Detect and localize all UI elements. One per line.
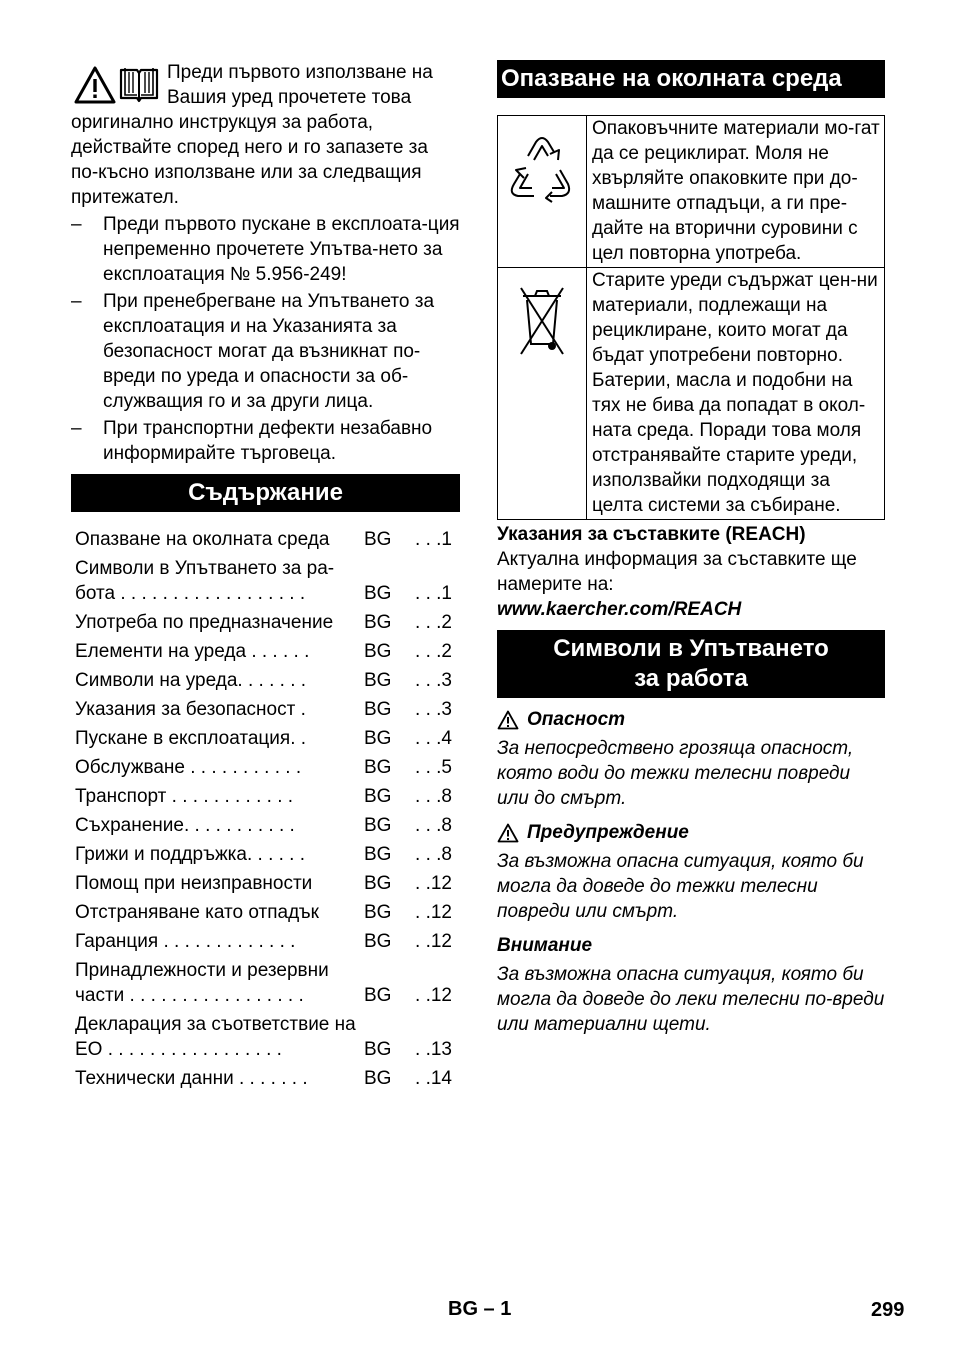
- right-column: [497, 60, 885, 1037]
- toc-entry-lang: BG: [364, 902, 392, 923]
- toc-entry-title: Помощ при неизправности: [75, 873, 313, 894]
- toc-entry-lang: BG: [364, 699, 392, 720]
- reach-title: Указания за съставките (REACH): [497, 524, 806, 545]
- intro-text: Преди първото използване на Вашия уред прочетете това оригинално инструкцуя за работа, действайте според него и го запазете за по-късно използване или за следващия притежател.: [71, 62, 433, 208]
- warning-triangle-icon: [497, 710, 519, 730]
- toc-entry-page: . . .1: [415, 583, 452, 604]
- dash-marker: –: [71, 291, 82, 312]
- toc-entry-lang: BG: [364, 815, 392, 836]
- toc-entry-page: . . .2: [415, 612, 452, 633]
- toc-entry[interactable]: [71, 638, 460, 665]
- toc-entry-lang: BG: [364, 641, 392, 662]
- toc-entry-title: Символи в Упътването за ра-бота . . . . . . . . . . . . . . . . . .: [75, 558, 335, 604]
- toc-entry[interactable]: [71, 667, 460, 694]
- toc-entry-title: Гаранция . . . . . . . . . . . . .: [75, 931, 296, 952]
- toc-entry-page: . . .2: [415, 641, 452, 662]
- intro-bullets: [71, 212, 460, 466]
- toc-entry-lang: BG: [364, 728, 392, 749]
- toc-entry-page: . .12: [415, 873, 452, 894]
- page-number: 299: [871, 1299, 905, 1321]
- reach-text: Актуална информация за съставките ще намерите на:: [497, 549, 857, 595]
- toc-entry-title: Указания за безопасност .: [75, 699, 306, 720]
- toc-entry-title: Елементи на уреда . . . . . .: [75, 641, 310, 662]
- recycle-icon: [504, 130, 580, 208]
- toc-entry-page: . . .1: [415, 529, 452, 550]
- manual-book-icon: [117, 66, 161, 104]
- toc-entry[interactable]: [71, 783, 460, 810]
- toc-entry-title: Технически данни . . . . . . .: [75, 1068, 308, 1089]
- reach-link[interactable]: www.kaercher.com/REACH: [497, 599, 742, 620]
- toc-entry-lang: BG: [364, 583, 392, 604]
- toc-entry-lang: BG: [364, 670, 392, 691]
- toc-entry-lang: BG: [364, 786, 392, 807]
- toc-entry-title: Съхранение. . . . . . . . . . .: [75, 815, 295, 836]
- caution-label: Внимание: [497, 935, 593, 956]
- toc-entry-page: . . .8: [415, 815, 452, 836]
- toc-entry-title: Символи на уреда. . . . . . .: [75, 670, 307, 691]
- toc-entry[interactable]: [71, 957, 460, 1009]
- list-item: – При пренебрегване на Упътването за експлоатация и на Указанията за безопасност могат да възникнат по-вреди по уреда и опасности за об-служващия го и за други лица.: [71, 291, 435, 412]
- toc-entry-lang: BG: [364, 757, 392, 778]
- toc-entry[interactable]: [71, 899, 460, 926]
- toc-entry[interactable]: [71, 812, 460, 839]
- dash-marker: –: [71, 214, 82, 235]
- intro-icons: [71, 61, 163, 107]
- list-item: – При транспортни дефекти незабавно информирайте търговеца.: [71, 418, 433, 464]
- toc-entry-title: Транспорт . . . . . . . . . . . .: [75, 786, 294, 807]
- env-icon-cell: [498, 268, 587, 519]
- toc-entry[interactable]: [71, 1065, 460, 1092]
- toc-entry-title: Принадлежности и резервни части . . . . . . . . . . . . . . . . .: [75, 960, 329, 1006]
- toc-entry-page: . .12: [415, 902, 452, 923]
- environment-heading: Опазване на околната среда: [497, 60, 885, 98]
- toc-entry-lang: BG: [364, 985, 392, 1006]
- toc-entry[interactable]: [71, 696, 460, 723]
- danger-text: За непосредствено грозяща опасност, която води до тежки телесни повреди или до смърт.: [497, 738, 854, 809]
- toc-entry-page: . .12: [415, 985, 452, 1006]
- toc-entry-title: Пускане в експлоатация. .: [75, 728, 307, 749]
- toc-entry-lang: BG: [364, 873, 392, 894]
- toc-entry-title: Употреба по предназначение: [75, 612, 334, 633]
- toc-entry-lang: BG: [364, 612, 392, 633]
- left-column: [71, 60, 460, 1094]
- toc-entry[interactable]: [71, 1011, 460, 1063]
- toc-entry-lang: BG: [364, 844, 392, 865]
- env-icon-cell: [498, 116, 587, 267]
- toc-entry-page: . . .5: [415, 757, 452, 778]
- warning-label: Предупреждение: [497, 820, 885, 845]
- toc-entry[interactable]: [71, 555, 460, 607]
- toc-entry-lang: BG: [364, 529, 392, 550]
- dash-marker: –: [71, 418, 82, 439]
- toc-entry[interactable]: [71, 841, 460, 868]
- warning-triangle-icon: [73, 65, 117, 105]
- toc-entry-page: . . .3: [415, 699, 452, 720]
- environment-table: [497, 115, 885, 520]
- crossed-bin-icon: [517, 282, 567, 360]
- env-text: Старите уреди съдържат цен-ни материали, подлежащи на рециклиране, които могат да бъдат употребени повторно. Батерии, масла и подобни на тях не бива да попадат в окол-ната среда. Поради това моля отстранявайте старите уреди, използвайки подходящи за целта системи за събиране.: [592, 270, 878, 516]
- toc-entry-page: . . .8: [415, 786, 452, 807]
- table-row: [498, 267, 884, 519]
- toc-entry-page: . .12: [415, 931, 452, 952]
- toc-entry[interactable]: [71, 725, 460, 752]
- list-item: – Преди първото пускане в експлоата-ция непременно прочетете Упътва-нето за експлоатация № 5.956-249!: [71, 214, 460, 285]
- toc-entry-page: . .14: [415, 1068, 452, 1089]
- toc-entry-page: . . .3: [415, 670, 452, 691]
- toc-heading: Съдържание: [71, 474, 460, 512]
- toc-entry[interactable]: [71, 928, 460, 955]
- symbols-list: [497, 707, 885, 1037]
- toc-entry[interactable]: [71, 609, 460, 636]
- toc-entry-title: Декларация за съответствие на ЕО . . . . . . . . . . . . . . . . .: [75, 1014, 356, 1060]
- toc-entry[interactable]: [71, 526, 460, 553]
- symbols-heading: Символи в Упътването за работа: [497, 630, 885, 698]
- toc-entry-page: . . .4: [415, 728, 452, 749]
- toc-entry-lang: BG: [364, 1039, 392, 1060]
- toc-entry[interactable]: [71, 870, 460, 897]
- toc-entry-lang: BG: [364, 931, 392, 952]
- caution-text: За възможна опасна ситуация, която би могла да доведе до леки телесни по-вреди или материални щети.: [497, 964, 885, 1035]
- danger-label: Опасност: [497, 707, 885, 732]
- env-text: Опаковъчните материали мо-гат да се рециклират. Моля не хвърляйте опаковките при до-машните отпадъци, а ги пре-дайте на вторични суровини с цел повторна употреба.: [592, 118, 880, 264]
- toc-entry-lang: BG: [364, 1068, 392, 1089]
- toc-entry-page: . . .8: [415, 844, 452, 865]
- toc-entry-title: Опазване на околната среда: [75, 529, 330, 550]
- table-of-contents: [71, 526, 460, 1092]
- toc-entry-title: Обслужване . . . . . . . . . . .: [75, 757, 302, 778]
- warning-triangle-icon: [497, 823, 519, 843]
- toc-entry-page: . .13: [415, 1039, 452, 1060]
- toc-entry-title: Грижи и поддръжка. . . . . .: [75, 844, 306, 865]
- table-row: [498, 116, 884, 267]
- warning-text: За възможна опасна ситуация, която би могла да доведе до тежки телесни повреди или смърт.: [497, 851, 864, 922]
- intro-section: [71, 60, 460, 466]
- toc-entry[interactable]: [71, 754, 460, 781]
- footer-lang-page: BG – 1: [448, 1298, 512, 1320]
- toc-entry-title: Отстраняване като отпадък: [75, 902, 319, 923]
